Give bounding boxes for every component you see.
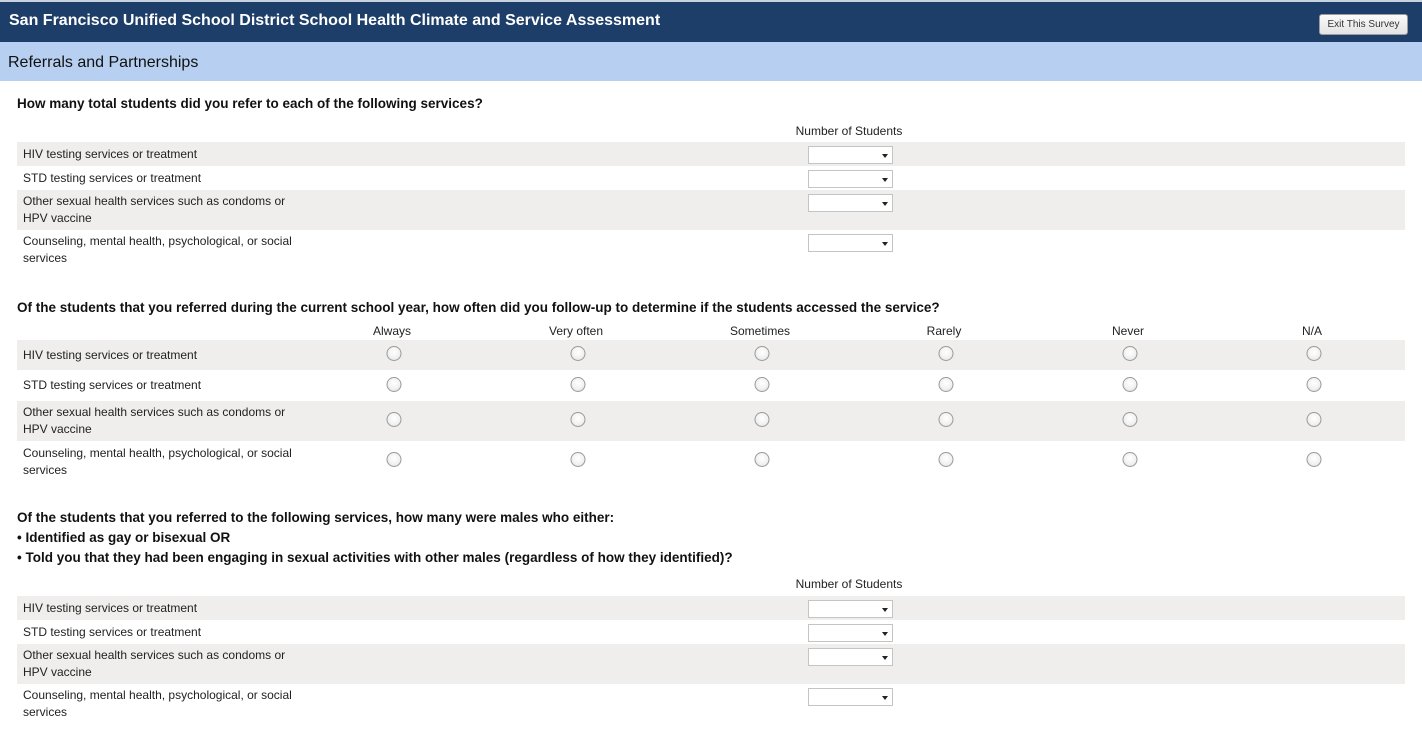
question-2-text: Of the students that you referred during the current school year, how often did you follow-up to determine if the students accessed the service? bbox=[17, 300, 940, 315]
q3-row-std bbox=[17, 620, 1405, 644]
q1-row-label: Other sexual health services such as condoms or HPV vaccine bbox=[23, 194, 286, 225]
q2-counseling-very-often-radio[interactable] bbox=[571, 452, 586, 467]
survey-header bbox=[0, 0, 1422, 42]
exit-survey-button[interactable]: Exit This Survey bbox=[1319, 14, 1408, 35]
q3-hiv-select[interactable] bbox=[808, 600, 893, 618]
chevron-down-icon bbox=[882, 696, 888, 700]
q2-hiv-na-radio[interactable] bbox=[1307, 346, 1322, 361]
q1-row-label: STD testing services or treatment bbox=[23, 171, 202, 185]
q2-row-label: STD testing services or treatment bbox=[23, 378, 202, 392]
q2-hiv-very-often-radio[interactable] bbox=[571, 346, 586, 361]
q1-std-select[interactable] bbox=[808, 170, 893, 188]
q2-counseling-na-radio[interactable] bbox=[1307, 452, 1322, 467]
q2-other-never-radio[interactable] bbox=[1123, 412, 1138, 427]
q2-hiv-never-radio[interactable] bbox=[1123, 346, 1138, 361]
question-3-line-1: Of the students that you referred to the following services, how many were males who either: bbox=[17, 510, 615, 525]
chevron-down-icon bbox=[882, 178, 888, 182]
q1-counseling-select[interactable] bbox=[808, 234, 893, 252]
q2-counseling-rarely-radio[interactable] bbox=[939, 452, 954, 467]
q2-hiv-always-radio[interactable] bbox=[387, 346, 402, 361]
chevron-down-icon bbox=[882, 242, 888, 246]
q1-row-label: HIV testing services or treatment bbox=[23, 147, 198, 161]
q3-row-counseling bbox=[17, 684, 1405, 724]
q2-other-na-radio[interactable] bbox=[1307, 412, 1322, 427]
q2-counseling-sometimes-radio[interactable] bbox=[755, 452, 770, 467]
q2-std-never-radio[interactable] bbox=[1123, 377, 1138, 392]
q1-row-label: Counseling, mental health, psychological, or social services bbox=[23, 234, 292, 265]
q2-std-very-often-radio[interactable] bbox=[571, 377, 586, 392]
q2-hiv-rarely-radio[interactable] bbox=[939, 346, 954, 361]
q3-row-other-sexual-health bbox=[17, 644, 1405, 684]
q2-hiv-sometimes-radio[interactable] bbox=[755, 346, 770, 361]
q3-std-select[interactable] bbox=[808, 624, 893, 642]
q3-column-number-of-students: Number of Students bbox=[795, 577, 903, 591]
q2-column-always: Always bbox=[372, 324, 412, 338]
q1-other-select[interactable] bbox=[808, 194, 893, 212]
question-1-text: How many total students did you refer to each of the following services? bbox=[17, 96, 483, 111]
q1-hiv-select[interactable] bbox=[808, 146, 893, 164]
q2-column-never: Never bbox=[1111, 324, 1145, 338]
q1-column-number-of-students: Number of Students bbox=[795, 124, 903, 138]
q2-column-very-often: Very often bbox=[548, 324, 604, 338]
q2-row-std bbox=[17, 370, 1405, 401]
q3-other-select[interactable] bbox=[808, 648, 893, 666]
q2-row-counseling bbox=[17, 441, 1405, 481]
survey-title: San Francisco Unified School District School Health Climate and Service Assessment bbox=[9, 12, 661, 29]
q2-column-sometimes: Sometimes bbox=[729, 324, 791, 338]
q3-row-label: STD testing services or treatment bbox=[23, 625, 202, 639]
q2-counseling-always-radio[interactable] bbox=[387, 452, 402, 467]
q1-row-other-sexual-health bbox=[17, 190, 1405, 230]
q1-row-hiv bbox=[17, 142, 1405, 166]
chevron-down-icon bbox=[882, 656, 888, 660]
q1-row-counseling bbox=[17, 230, 1405, 270]
q2-other-rarely-radio[interactable] bbox=[939, 412, 954, 427]
q3-row-label: Other sexual health services such as condoms or HPV vaccine bbox=[23, 648, 286, 679]
chevron-down-icon bbox=[882, 632, 888, 636]
q2-row-hiv bbox=[17, 340, 1405, 370]
chevron-down-icon bbox=[882, 154, 888, 158]
q2-row-label: Counseling, mental health, psychological, or social services bbox=[23, 446, 292, 477]
q2-row-label: HIV testing services or treatment bbox=[23, 348, 198, 362]
chevron-down-icon bbox=[882, 608, 888, 612]
question-3-line-2: • Identified as gay or bisexual OR bbox=[17, 530, 231, 545]
question-3-line-3: • Told you that they had been engaging in sexual activities with other males (regardless of how they identified)? bbox=[17, 550, 733, 565]
q2-std-always-radio[interactable] bbox=[387, 377, 402, 392]
q3-row-hiv bbox=[17, 596, 1405, 620]
chevron-down-icon bbox=[882, 202, 888, 206]
q3-row-label: HIV testing services or treatment bbox=[23, 601, 198, 615]
section-bar bbox=[0, 42, 1422, 81]
q2-row-other-sexual-health bbox=[17, 401, 1405, 441]
q2-other-always-radio[interactable] bbox=[387, 412, 402, 427]
q2-other-sometimes-radio[interactable] bbox=[755, 412, 770, 427]
q2-other-very-often-radio[interactable] bbox=[571, 412, 586, 427]
q2-std-sometimes-radio[interactable] bbox=[755, 377, 770, 392]
q2-column-rarely: Rarely bbox=[926, 324, 962, 338]
section-title: Referrals and Partnerships bbox=[8, 54, 199, 71]
q3-row-label: Counseling, mental health, psychological, or social services bbox=[23, 688, 292, 719]
q3-counseling-select[interactable] bbox=[808, 688, 893, 706]
q2-std-na-radio[interactable] bbox=[1307, 377, 1322, 392]
q2-row-label: Other sexual health services such as condoms or HPV vaccine bbox=[23, 405, 286, 436]
q1-row-std bbox=[17, 166, 1405, 190]
q2-std-rarely-radio[interactable] bbox=[939, 377, 954, 392]
q2-counseling-never-radio[interactable] bbox=[1123, 452, 1138, 467]
q2-column-na: N/A bbox=[1301, 324, 1323, 338]
